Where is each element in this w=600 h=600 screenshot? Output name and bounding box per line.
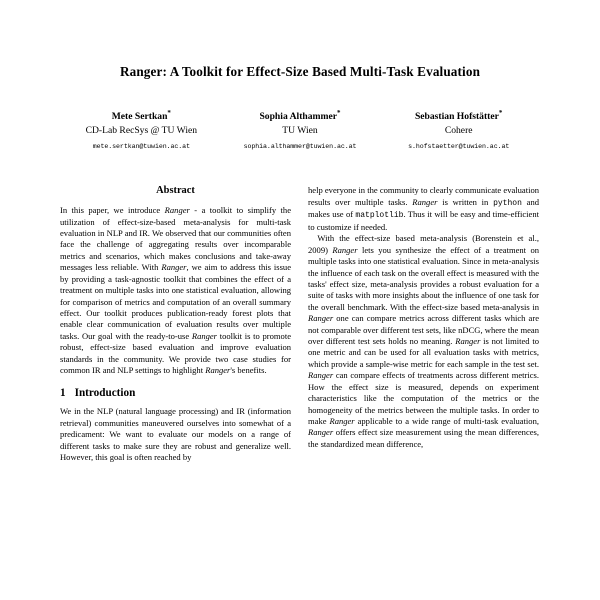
- author-email[interactable]: s.hofstaetter@tuwien.ac.at: [408, 143, 510, 151]
- meta-analysis-paragraph: With the effect-size based meta-analysis (Borenstein et al., 2009) Ranger lets you synthesize the effect of a treatment on multiple tasks into one statistical evaluation. Since in meta-analysis the influence of each task on the overall effect is measured with the tasks' effect size, meta-analysis provides a robust evaluation for a suite of tasks with more insights about the influence of one task for the overall benchmark. With the effect-size based meta-analysis in Ranger one can compare metrics across different tasks which are not comparable over different test sets, like nDCG, where the mean over different test sets holds no meaning. Ranger is not limited to one metric and can be used for all evaluation tasks with metrics, which provide a sample-wise metric for each sample in the test set. Ranger can compare effects of treatments across different metrics. How the effect size is measured, depends on experiment characteristics like the computation of the metrics or the homogeneity of the metrics between the multiple tasks. In order to make Ranger applicable to a wide range of multi-task evaluation, Ranger offers effect size measurement using the mean differences, the standardized mean difference,: [308, 233, 539, 449]
- section-heading-introduction: [60, 387, 291, 399]
- author-block-2: [221, 109, 380, 152]
- author-affiliation: CD-Lab RecSys @ TU Wien: [85, 124, 198, 136]
- section-number: 1: [60, 387, 66, 400]
- ranger-mention: Ranger: [329, 415, 355, 426]
- ranger-mention: Ranger: [164, 205, 190, 216]
- ranger-mention: Ranger: [308, 427, 334, 438]
- continued-paragraph: help everyone in the community to clearly communicate evaluation results over multiple tasks. Ranger is written in python and makes use of matplotlib. Thus it will be easy and time-efficient to customize if needed.: [308, 185, 539, 232]
- section-title: Introduction: [74, 387, 136, 400]
- code-mention-matplotlib: matplotlib: [355, 211, 404, 221]
- abstract-paragraph: In this paper, we introduce Ranger - a toolkit to simplify the utilization of effect-size-based meta-analysis for multi-task evaluation in NLP and IR. We observed that our communities often face the challenge of aggregating results over incomparable metrics and scenarios, which makes conclusions and take-away messages less reliable. With Ranger, we aim to address this issue by providing a task-agnostic toolkit that combines the effect of a treatment on multiple tasks into one statistical evaluation, allowing for comparison of metrics and computation of an overall summary effect. Our toolkit produces publication-ready forest plots that enable clear communication of evaluation results over multiple tasks. Our goal with the ready-to-use Ranger toolkit is to promote robust, effect-size based evaluation and improve evaluation standards in the community. We provide two case studies for common IR and NLP settings to highlight Ranger's benefits.: [60, 205, 292, 375]
- right-column: [308, 185, 539, 463]
- author-email[interactable]: sophia.althammer@tuwien.ac.at: [243, 143, 357, 151]
- ranger-mention: Ranger: [412, 196, 438, 207]
- author-list: [60, 109, 540, 152]
- author-email[interactable]: mete.sertkan@tuwien.ac.at: [92, 143, 190, 151]
- author-footnote-marker: *: [337, 108, 341, 117]
- abstract-heading: Abstract: [156, 185, 195, 197]
- ranger-mention: Ranger: [161, 262, 187, 273]
- ranger-mention: Ranger: [308, 313, 334, 324]
- ranger-mention: Ranger: [205, 364, 231, 375]
- author-block-1: [62, 109, 221, 152]
- author-name: Sophia Althammer*: [259, 108, 341, 122]
- author-affiliation: Cohere: [444, 124, 473, 136]
- author-footnote-marker: *: [498, 108, 503, 117]
- page-title: Ranger: A Toolkit for Effect-Size Based Multi-Task Evaluation: [119, 64, 481, 79]
- introduction-paragraph: We in the NLP (natural language processing) and IR (information retrieval) communities maneuvered ourselves into somewhat of a predicament: We want to evaluate our models on a range of different tasks to make sure they are robust and generalize well. However, this goal is often reached by: [60, 406, 291, 462]
- ranger-mention: Ranger: [332, 244, 358, 255]
- code-mention-python: python: [493, 198, 522, 208]
- author-affiliation: TU Wien: [282, 124, 318, 136]
- author-name: Mete Sertkan*: [111, 108, 171, 122]
- author-block-3: [379, 109, 538, 152]
- body-columns: [60, 185, 540, 463]
- ranger-mention: Ranger: [455, 336, 481, 347]
- author-footnote-marker: *: [167, 108, 171, 117]
- ranger-mention: Ranger: [308, 370, 334, 381]
- author-name: Sebastian Hofstätter*: [414, 108, 503, 122]
- left-column: [60, 185, 291, 463]
- ranger-mention: Ranger: [191, 330, 218, 341]
